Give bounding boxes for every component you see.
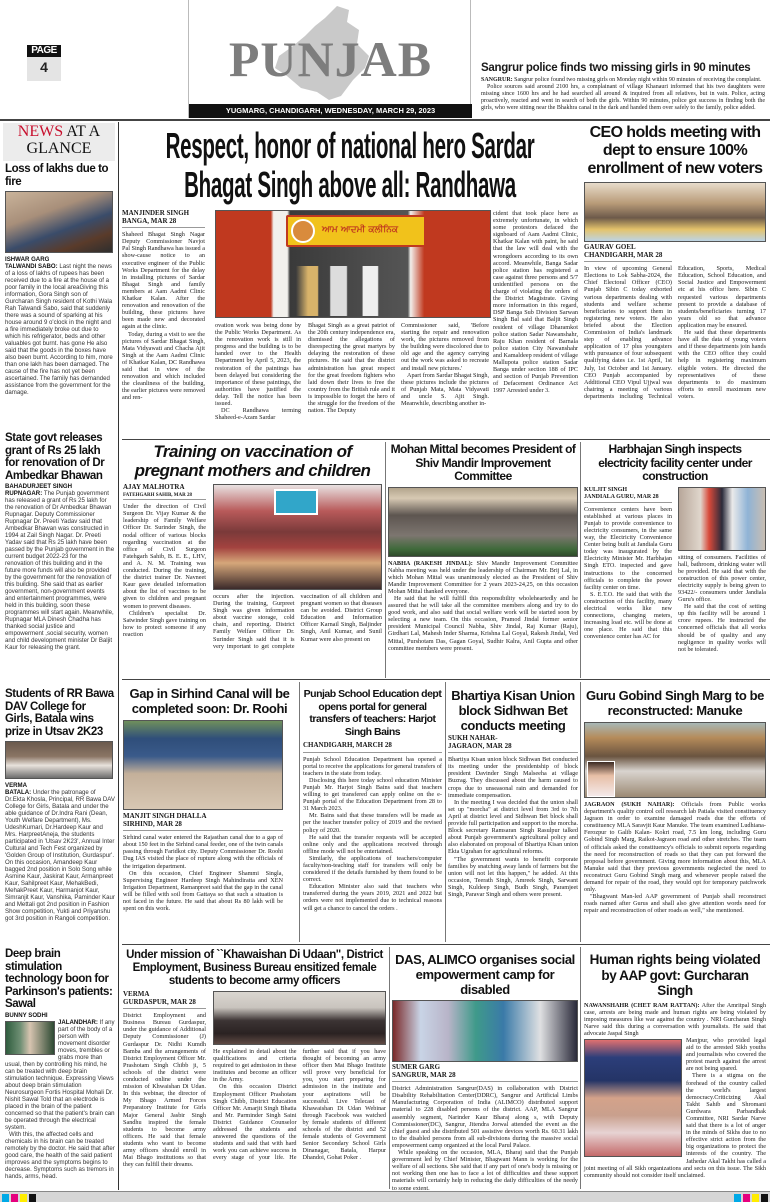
page-number: 4 (40, 59, 48, 75)
paragraph: While speaking on the occasion, MLA, Bharaj said that the Punjab government led by Chief Minister, Bhagwant Mann is working for the welfare of all sections. She said that if any part of one's body is missing or not working then one has to face a lot of difficulties and these support materials will certainly help in reducing the daily difficulties of the needy to some extent. (392, 1149, 578, 1192)
paragraph: He explained in detail about the qualifications and criteria required to get admission in these institutes and become an officer in the Army. (213, 1048, 297, 1084)
print-registration-bar (0, 1191, 770, 1202)
page-label: PAGE (27, 45, 61, 57)
training-right (213, 484, 382, 650)
paragraph: Manjpur, who provided legal aid to the arrested Sikh youths and journalists who covered the protest march against the arrest are not being spared. (686, 1036, 766, 1073)
headline-line: Bhagat Singh above all: Randhawa (184, 164, 516, 205)
paragraph: Commissioner said, 'Before starting the repair and renovation work, the pictures removed from the building were discolored due to old age and the agency carrying out the work was asked to recreate and install new pictures.' (401, 322, 489, 372)
byline: SUMER GARG (392, 1063, 441, 1071)
glance-header (3, 123, 115, 161)
brief-body (481, 77, 765, 112)
article-text (123, 1012, 206, 1168)
clinic-signboard (286, 215, 426, 247)
paragraph: He said that these departments have all the data of young voters and if these departments join hands with the CEO office they could help in registering maximum eligible voters. He directed the representatives of these departments to do maximum efforts to enroll maximum new voters. (678, 329, 766, 400)
ceo-credit (584, 244, 766, 262)
column-divider (299, 682, 300, 942)
paragraph: Today, during a visit to see the pictures of Sardar Bhagat Singh, Mata Vidyawati and Chacha Ajit Singh at the Aam Aadmi Clinic of Khatkar Kalan, DC Randhawa said that in view of the renovation and which included the cleanliness of the building, the earlier pictures were removed and ren- (122, 330, 205, 402)
column-divider (580, 442, 581, 678)
article-guru-gobind-marg (584, 688, 766, 915)
article-text (213, 593, 382, 650)
article-human-rights (584, 952, 766, 1179)
dateline: BATALA: (5, 789, 32, 796)
paragraph: Mr. Bains said that these transfers will be made as per the teacher transfer policy of 2019 and the revised policy of 2020. (303, 812, 442, 834)
paragraph: "The government wants to benefit corporate families by snatching away lands of farmers but the union will not let this happen," he added. At this occasion, Teerath Singh, Amreek Singh, Sarwant Singh, Kuldeep Singh, Budh Singh, Paramjeet Singh, Paravar Singh and others were present. (448, 855, 578, 898)
headline: Harbhajan Singh inspects electricity facility center under construction (598, 442, 752, 483)
khawaishan-right (213, 991, 386, 1162)
headline: Human rights being violated by AAP govt: Gurcharan Singh (589, 952, 761, 998)
article-harbhajan (584, 443, 766, 653)
masthead (188, 0, 471, 118)
glance-story (5, 432, 115, 651)
dateline: CHANDIGARH, MAR 28 (584, 252, 672, 263)
lead-col-5 (493, 210, 578, 394)
paragraph: On this occasion District Employment Officer Prashotam Singh Chibb, District Education Officer Mr. Amarjit Singh Bhatia and Mr. Parminder Singh Saini District Guidance Counselor addressed the students and answered the questions of the students and said that with hard work you can achieve success in every stage of your life. He further said that if you have thought of becoming an army officer then Mai Bhago Institute will prove very beneficial for you, you start preparing for admission in the institute and your aspirations will be successful. Live Telecast of Khawaishan Di Udan Webinar through Facebook was watched by female students of different schools of the district and 52 female students of Government Senior Secondary School Girls Dinanagar, Batala, Harpur Dhandoi, Gohat Poker . (213, 1048, 386, 1162)
paragraph (388, 560, 578, 595)
glance-title: AT A GLANCE (26, 123, 101, 157)
article-mohan-mittal (388, 443, 578, 652)
paragraph-text: There is a stigma on the forehead of the country called the world's largest democracy.Criticizing Akal Takht Sahib and Shromani Gurdwara Parbandhak Committee, NRI Sardar Narve said that there is a lot of anger in the minds of Sikhs due to no effective strict action (686, 1072, 766, 1144)
article-text (678, 554, 766, 653)
article-khawaishan-di-udaan (123, 949, 386, 1168)
article-training (123, 442, 382, 650)
column-divider (118, 122, 119, 1190)
article-das-alimco (392, 952, 578, 1192)
paragraph: "Bhagwant Man-led AAP government of Punjab shall reconstruct roads named after Gurus and shall also give attention words need for repair and reconstruction of other roads as well," she mentioned. (584, 893, 766, 915)
headline: Deep brain stimulation technology boon for Parkinson's patients: Sawal (5, 948, 113, 1010)
color-swatch-yellow (752, 1194, 759, 1202)
dateline: GURDASPUR, MAR 28 (123, 999, 206, 1010)
byline: AJAY MALHOTRA (123, 483, 185, 491)
paragraph: On this occasion, Chief Engineer Shammi Singla, Supervising Engineer Hardeep Singh Mahindiratta and XEN Irrigation Department, Ramanpreet said that the gap in the canal will be filled with soil from Gattaya so that such a situation is not faced in the future. He said that about Rs 80 lakh will be spent on this work. (123, 869, 283, 913)
article-bku-meeting (448, 688, 578, 898)
story-body (5, 483, 115, 651)
glance-story (5, 688, 115, 922)
row-rule (122, 439, 770, 440)
byline: MANJIT SINGH DHALLA (123, 812, 207, 820)
column-divider (385, 442, 386, 678)
article-ceo (584, 124, 766, 400)
story-body (5, 256, 115, 396)
dateline: NAWANSHAHR (CHET RAM RATTAN): (584, 1001, 700, 1009)
paragraph: sitting of consumers. Facilities of hall, bathroom, drinking water will be provided. He said that with the construction of this power center, electricity supply is being given to 93422/- consumers under Jandiala Guru's office. (678, 553, 766, 604)
paragraph (481, 77, 765, 84)
headline: Training on vaccination of pregnant mothers and children (134, 442, 371, 480)
page-number-box (27, 45, 61, 81)
column-divider (580, 682, 581, 942)
harbhajan-col-2 (678, 487, 766, 653)
article-text (123, 834, 283, 912)
headline: Guru Gobind Singh Marg to be reconstructed: Manuke (585, 688, 764, 718)
paragraph: S. E.T.O. He said that with the construction of this facility, many electrical works like new connections, changing meters, increasing load etc. will be done at one place. He said that this convenience center has AC for (584, 590, 672, 641)
story-text: Under the patronage of Dr.Ekta Khosla, Principal, RR Bawa DAV College for Girls, Batala and under the able guidance of Dr.Indra Rani (Dean, Youth Welfare Department), Ms. UdeshKumari, Dr.Hardeep Kaur and Mrs. HarpreetAneja, the students participated in 'Utsav 2K23', Annual Inter Cultural and Tech Fest organized by 'Golden Group of Institution, Gurdaspur'. On this occasion, Amandeep Kaur bagged 2nd position in Solo Song while Asmine Kaur, Jaskirat Kaur, Armanpreet Kaur, Sahilpreet Kaur, MehakBedi, MehakPreet Kaur, Harmanjot Kaur, Simranjit Kaur, Vanshika, Paminder Kaur and Mettali got 2nd position in Fashion Show competition, Yukti and Priyanshu got 3rd position in Rangoli competition. (5, 789, 115, 922)
photo-webinar-students (213, 991, 386, 1045)
byline: MANJINDER SINGH (122, 209, 190, 217)
byline: GAURAV GOEL (584, 243, 636, 251)
paragraph: District Employment and Business Bureau Gurdaspur, under the guidance of Additional Deputy Commissioner (J) Gurdaspur Dr. Nidhi Kumdh Bamba and the arrangements of District Employment Officer Mr. Prashotam Singh Chibb ji, 5 schools of the district were conducted online under the mission of Khwaishan Di Udan. In this webinar, the director of My Bhago Armed Forces Preparatory Institute for Girls Major General Jasbir Singh Sandhu inspired the female students to become army officers. He said that female students who want to become army officers should enroll in Mai Bhago institutions so that they can fulfill their dreams. (123, 1012, 206, 1169)
paragraph: cident that took place here as extremely unfortunate, in which some protestors defaced the signboard of Aam Aadmi Clinic, Khatkar Kalan with paint, he said that the law will deal with the wrongdoers according to its own accord. Meanwhile, Banga Sadar police station has registered a case against three persons and 5/7 unidentified persons on the charge of violating the orders of the District Magistrate. Giving more information in this regard, DSP Banga Sub Division Sarwan Singh Bal said that Baljit Singh resident of village Dharamkot police station Sadar Nawanshahr, Raju Khan resident of Barnala police station City Nawanshahr and Kamaldeep resident of village Mallupota police station Sadar Banga under section 188 of IPC and section of Punjab Prevention of Defacement Ordinance Act 1997 Arrested under 3. (493, 210, 578, 395)
paragraph: Bhartiya Kisan union block Sidhwan Bet conducted its meeting under the presidentship of block president Davinder Singh Malseeha at village Buzrag. They discussed about the harm caused to crops due to unseasonal rain and demanded for immediate compensation. (448, 756, 578, 799)
paragraph (584, 801, 766, 893)
lead-col-3 (308, 322, 395, 414)
column-divider (580, 947, 581, 1189)
article-text (584, 1002, 766, 1179)
training-content (123, 484, 382, 650)
dateline: RUPNAGAR: (5, 490, 43, 497)
headline: Under mission of ``Khawaishan Di Udaan", District Employment, Business Bureau ensitized female students to become army officers (126, 949, 383, 987)
khawaishan-content (123, 991, 386, 1168)
lead-col-2 (215, 322, 301, 421)
photo-meeting (584, 182, 766, 242)
dateline: TALWANDI SABO: (5, 263, 58, 270)
headline: Gap in Sirhind Canal will be completed soon: Dr. Roohi (129, 686, 290, 716)
photo-empowerment-camp (392, 1000, 578, 1062)
row-rule (122, 944, 770, 945)
article-sirhind-canal (123, 686, 296, 912)
photo-fire-damage (5, 191, 113, 253)
dateline: JAGRAON, MAR 28 (448, 743, 578, 754)
masthead-title: PUNJAB (228, 31, 433, 87)
paragraph-text: After the Amritpal Singh case, arrests are being made and human rights are being violated by imposing measures like war against the country . NRI Gurcharan Singh Narve said this during a conversation with journalists. He said that advocate Jaspal Singh (584, 1001, 766, 1037)
paragraph: He said that the transfer requests will be accepted online only and the applications received through offline mode will not be entertained. (303, 833, 442, 855)
photo-aam-aadmi-clinic (215, 210, 491, 318)
paragraph: Disclosing this here today school education Minister Punjab Mr. Harjot Singh Bains said that teachers willing to get transfered can apply online on the e-Punjab portal of the Education Department from 28 to 31 March 2023. (303, 776, 442, 813)
dateline: SANGRUR: (481, 77, 513, 83)
headline: Mohan Mittal becomes President of Shiv Mandir Improvement Committee (390, 442, 576, 483)
glance-title-red: NEWS (17, 123, 64, 140)
color-swatch-cyan (2, 1194, 9, 1202)
photo-canal-site (123, 720, 283, 810)
color-swatch-black (761, 1194, 768, 1202)
column-divider (389, 947, 390, 1189)
photo-mla-portrait (587, 761, 615, 797)
photo-road-inspection (584, 722, 766, 798)
dateline: JANDIALA GURU, MAR 28 (584, 494, 672, 503)
paragraph: DC Randhawa terming Shaheed-e-Azam Sardar (215, 407, 301, 422)
row-rule (122, 679, 770, 680)
harbhajan-content (584, 487, 766, 653)
lead-col-1 (122, 210, 205, 401)
byline: BUNNY SODHI (5, 1011, 48, 1019)
column-divider (445, 682, 446, 942)
color-swatch-yellow (20, 1194, 27, 1202)
dateline: JALANDHAR: (58, 1018, 98, 1026)
byline: KULJIT SINGH (584, 486, 628, 493)
portrait-icon (291, 219, 315, 243)
article-text (388, 560, 578, 652)
byline: ISHWAR GARG (5, 256, 50, 263)
dateline: NABHA (RAKESH JINDAL): (388, 559, 473, 567)
header-rule (0, 119, 770, 121)
color-swatch-black (29, 1194, 36, 1202)
paragraph: He said that the cost of setting up this facility will be around 1 crore rupees. He instructed the concerned officials that all works should be of quality and any negligence in quality works will not be tolerated. (678, 603, 766, 653)
color-swatch-cyan (734, 1194, 741, 1202)
dateline: SIRHIND, MAR 28 (123, 821, 283, 832)
paragraph-text: Shiv Mandir Improvement Committee Nabha meeting was held under the leadership of Chairman Mr. Brij Lal, in which Mohan Mittal was unanimously elected as the President of Shiv Mandir Improvement Committee for 2 years 2023-24,25, on this occasion Mohan Mittal thanked everyone. (388, 559, 578, 595)
paragraph-text: Sangrur police found two missing girls on Monday night within 90 minutes of receiving the complaint. (514, 77, 762, 83)
headline: DAS, ALIMCO organises social empowerment camp for disabled (395, 952, 575, 997)
paragraph: Apart from Sardar Bhagat Singh, these pictures include the pictures of Punjab Mata, Mata Vidyavati and uncle S. Ajit Singh. Meanwhile, describing another in- (401, 371, 489, 408)
brief-sangrur (481, 61, 765, 112)
paragraph: He said that he will fulfill this responsibility wholeheartedly and he assured that he will take all the committee members along and try to do good work, and also said that social welfare work will be started soon by selecting a new team. On this occasion, Pramod Jindal former senior president Municipal Council Nabha, Shiv Jindal, Raj Kumar (Raju), Girdhari Lal, Mahesh Inder Sharma, Krishna Lal Goyal, Rakesh Jindal, Ved Mittal, Purshotam Das, Gagan Goyal, Sudhir Kalra, Anil Gupta and other committee members were present. (388, 594, 578, 652)
paragraph: District Administration Sangrur(DAS) in collaboration with District Disability Rehabilitation Center(DDRC), Sangrur and Artificial Limbs Manufacturing Corporation of India (ALIMCO) distributed support material to 228 disabled persons of the district. AAP, MLA Sangrur assembly segment, Narinder Kaur Bharaj along s, with Deputy Commissioner(DC), Sangrur, Jitendra Jorwal attended the event as the chief guest and she distributed 501 assistive devices worth Rs. 60.31 lakh to the disabled persons from all sub-divisions during the massive social empowerment camp organized at the local Parul Palace. (392, 1085, 578, 1149)
projector-screen (274, 489, 318, 515)
paragraph: Education Minister also said that teachers who transferred during the years 2019, 2021 and 2022 but orders were not implemented due to technical reasons will get a chance to cancel the orders . (303, 883, 442, 912)
paragraph-text: from the big organizations to protect the interests of the country. The Jathedar Akal Takht has called a joint meeting of all Sikh organizations and sects on this issue. The Sikh community should not consider itself unclaimed. (584, 1136, 766, 1179)
paragraph: Under the direction of Civil Surgeon Dr. Vijay Kumar & the leadership of Family Welfare Officer Dr. Surinder Singh, the nodal officer of various blocks regarding vaccination at the office of Civil Surgeon Fatehgarh Sahib, B. E. E., LHV, and A. N. M. Training was conducted. During the training, the district trainer Dr. Navneet Kaur gave detailed information about the list of vaccines to be given to children and pregnant women to prevent diseases. (123, 503, 206, 610)
story-text: If any part of the body of a person with movement disorder moves, trembles or grabs more than usual, then by controlling his mind, he can be treated with deep brain stimulation technique. Expressing Views about deep brain stimulation Neurosurgeon Fortis Hospital Mohali Dr. Nishit Sawal Told that an electrode is placed in the brain of the patient (5, 1018, 115, 1110)
dateline: FATEHGARH SAHIB, MAR 28 (123, 492, 206, 501)
byline: VERMA (123, 990, 150, 998)
dateline: CHANDIGARH, MARCH 28 (303, 742, 442, 753)
paragraph: occurs after the injection. During the training, Gurpreet Singh was given information about vaccine storage, cold chain, and reporting. District Family Welfare Officer Dr. Surinder Singh said that it is very important to get complete vaccination of all children and pregnant women so that diseases can be avoided. District Group Education and Information Officer Karnail Singh, Baljinder Singh, Anil Kumar, and Sunil Kumar were also present on (213, 593, 382, 650)
headline: Punjab School Education dept opens portal for general transfers of teachers: Harjot Singh Bains (303, 688, 442, 738)
photo-students-group (5, 741, 113, 779)
paragraph: In view of upcoming General Elections to Lok Sabha-2024, the Chief Electoral Officer (CEO) Punjab Sibin C today exhorted various departments dealing with students and welfare scheme beneficiaries to support them in registering new voters. He also briefed about the Election Commission of India's landmark step of enabling advance application of 17 plus youngsters with pursuance of four subsequent qualifying dates i.e. 1st April, 1st July, 1st October and 1st January. CEO Punjab accompanied by Additional CEO Vipul Ujjwal was chairing a meeting of various departments including Technical Education, Sports, Medical Education, School Education, and Social Justice and Empowerment etc at his office here. Sibin C requested various departments present to provide a database of students/beneficiaries turning 17 years old so that advance application may be ensured. (584, 265, 766, 400)
photo-doctors (5, 1021, 55, 1055)
dateline: BANGA, MAR 28 (122, 218, 205, 229)
lead-article (122, 122, 578, 438)
article-school-transfers (303, 688, 442, 912)
article-text (392, 1085, 578, 1191)
color-swatch-magenta (743, 1194, 750, 1202)
signboard-text: ਆਮ ਆਦਮੀ ਕਲੀਨਿਕ (322, 225, 398, 235)
paragraph: Punjab School Education Department has opened a portal to receive the applications for general transfers of teachers in the state from today. (303, 755, 442, 777)
paragraph: Children's specialist Dr. Satwinder Singh gave training on how to protect someone if any reaction (123, 609, 206, 638)
story-text: concerned so that the patient's brain can be operated through the electrical system. (5, 1109, 115, 1131)
byline: BAHADURJEET SINGH (5, 483, 73, 490)
article-text (448, 756, 578, 898)
paragraph: Sirhind canal water entered the Rajasthan canal due to a gap of about 150 feet in the Sirhind canal feeder, one of the twin canals passing through Faridkot city. Deputy Commissioner Dr. Roohi Dug IAS visited the place of rupture along with the officials of the irrigation department. (123, 834, 283, 870)
headline: Students of RR Bawa DAV College for Girls, Batala wins prize in Utsav 2K23 (5, 688, 114, 738)
article-text (584, 801, 766, 915)
photo-training-hall (213, 484, 382, 590)
paragraph (584, 1002, 766, 1037)
story-body (5, 1012, 116, 1180)
paragraph: Bhagat Singh as a great patriot of the 20th century independence era, dismissed the allegations of disrespecting the great martyrs by delaying the restoration of these pictures. He said that the district administration has great respect for the great freedom fighters who laid down their lives to free the country from the British rule and it is impossible to forget the hero of the struggle for the freedom of the nation. The Deputy (308, 322, 395, 415)
lead-col-4 (401, 322, 489, 407)
headline: CEO holds meeting with dept to ensure 100% enrollment of new voters (587, 124, 763, 177)
headline: State govt releases grant of Rs 25 lakh for renovation of Dr Ambedkar Bhawan (5, 432, 105, 482)
article-text (123, 503, 206, 638)
headline: Loss of lakhs due to fire (5, 163, 109, 188)
article-text (213, 1048, 386, 1162)
paragraph: Police sources said around 2100 hrs, a complainant of village Khanauri informed that his two daughters were missing since 1600 hrs and he had searched all around & inquired from all relatives, but in vain. Police, acting proactively, reacted and went in search of both the girls. Within 90 minutes, police got success in finding both the girls, who were sitting near the Bhakhra canal in the dark and handed them over safely to the family, police added. (481, 83, 765, 111)
photo-gurcharan-singh (584, 1039, 682, 1157)
story-text: The Punjab government has released a grant of Rs 25 lakh for the renovation of Dr Ambedkar Bhawan Rupnagar. Deputy Commissioner Rupnagar Dr. Preeti Yadav said that Ambedkar Bhawan was constructed in 1994 at Zail Singh Nagar. Dr. Preeti Yadav said that Rs 25 lakh have been passed by the Punjab government in the current budget 2022-23 for the renovation of this building and in the future more funds will also be provided by the government for the renovation of this building. She said that as earlier government, non-government events and entertainment programmes, were held in this building, soon these programmes will start again. Meanwhile, Rupnagar MLA Dinesh Chadha has thanked social justice and empowerment ,social security, women and child development minister Dr Baljit Kaur for releasing the grant. (5, 490, 115, 651)
dateline: SANGRUR, MAR 28 (392, 1072, 578, 1083)
paragraph: In the meeting I was decided that the union shall set up "morcha" at district level from 3rd to 7th April at district level and Sidhwan Bet block shall provide full participation and support to the morcha. Block secretary Ramsaran Singh Rasulpur talked about Punjab government's agricultural policy and also elaborated on proposal of Bhartiya Kisan union Ekta Ugrahan for agricultural reforms. (448, 798, 578, 856)
training-col-1 (123, 484, 206, 638)
article-text (584, 506, 672, 641)
paragraph: Convenience centers have been established at various places in Punjab to provide convenience to electricity consumers, in the same way, the Electricity Convenience Center being built at Jandiala Guru today was inaugurated by the Electricity Minister Mr. Harbhajan Singh ETO. inspected and gave instructions to the concerned officials to complete the power facility center on time. (584, 505, 672, 591)
story-body (5, 782, 115, 922)
paragraph-text: Officials from Public works department's quality control cell research lab Patiala visited constituency Jagraon in order to examine damaged roads due the efforts of constituency MLA Saravjit Kaur Manuke. The team examined Ludhiana-Ferozpur to Galib Kalan- Kokri road, 7.5 km long, including Guru Gobind Singh Marg, Raikot-Jagraon road and other stretches. The team of officials asked the constituency's officials to submit reports regarding the need for reconstruction of roads so that they can put forward the proposal before government. Giving more information about this, MLA Manuke said that they previous governments neglected the need to reconstruct Guru Gobind Singh marg and whenever people raised the demand for repair of the road, they would opt for temporary patchwork only. (584, 801, 766, 894)
harbhajan-col-1 (584, 487, 672, 641)
dateline: JAGRAON (SUKH NAHAR): (584, 801, 675, 808)
paragraph: ovation work was being done by the Public Works Department. As the renovation work is still in progress and the building is to be handed over to the Health Department by April 5, 2023, the restoration of the paintings has been delayed but considering the importance of these paintings, the authorities have justified the delay. Tell the notice has been issued. (215, 322, 301, 408)
story-text: With this, the affected cells and chemicals in his brain can be treated remotely by the doctor. He said that after good care, the health of the said patient improves and the symptoms begins to decrease. Symptoms such as tremors in hands, arms, head. (5, 1130, 115, 1180)
glance-story (5, 948, 116, 1180)
byline: VERMA (5, 782, 28, 789)
people-in-photo (296, 266, 416, 316)
headline: Bhartiya Kisan Union block Sidhwan Bet conducts meeting (451, 688, 575, 733)
color-swatch-magenta (11, 1194, 18, 1202)
edition-dateline: YUGMARG, CHANDIGARH, WEDNESDAY, MARCH 29, 2023 (189, 104, 472, 118)
photo-committee-group (388, 487, 578, 557)
article-text (303, 756, 442, 912)
paragraph: Shaheed Bhagat Singh Nagar Deputy Commissioner Navjot Pal Singh Randhawa has issued a show-cause notice to an executive engineer of the Public Works Department for the delay in installing pictures of Sardar Bhagat Singh and family members at Aam Aadmi Clinic Khatkar Kalan. After the renovation and renovation of the building, these pictures have been made new and decorated again at the clinic. (122, 231, 205, 331)
photo-inspection (678, 487, 766, 551)
story-text: Last night the news of a loss of lakhs of rupees has been received due to a fire at the house of a poor family in the local areaGiving this information, Gora Singh son of Gurcharan Singh resident of Kothi Wala Rah Talwandi Sabo, said that suddenly there was a sound of sparking at his house around 9 o'clock in the night and a fire immediately broke out due to which his refrigerator, beds and other valuables got burnt. has gone He also said that the goods in the boxes have also been burnt. According to him, more than one lakh has been damaged. The cause of the fire has not yet been ascertained. The family has demanded assistance from the government for the damage. (5, 263, 113, 396)
article-text (122, 231, 205, 401)
lead-headline (122, 126, 578, 204)
headline-line: Respect, honor of national hero Sardar (165, 125, 535, 166)
glance-story (5, 163, 115, 396)
byline: SUKH NAHAR- (448, 734, 498, 742)
paragraph: Similarly, the applications of teachers/computer faculty/non-teaching staff for transfers will only be considered if the details furnished by them found to be correct. (303, 854, 442, 884)
article-text (584, 265, 766, 400)
headline: Sangrur police finds two missing girls in 90 minutes (481, 62, 751, 74)
khawaishan-col-1 (123, 991, 206, 1168)
